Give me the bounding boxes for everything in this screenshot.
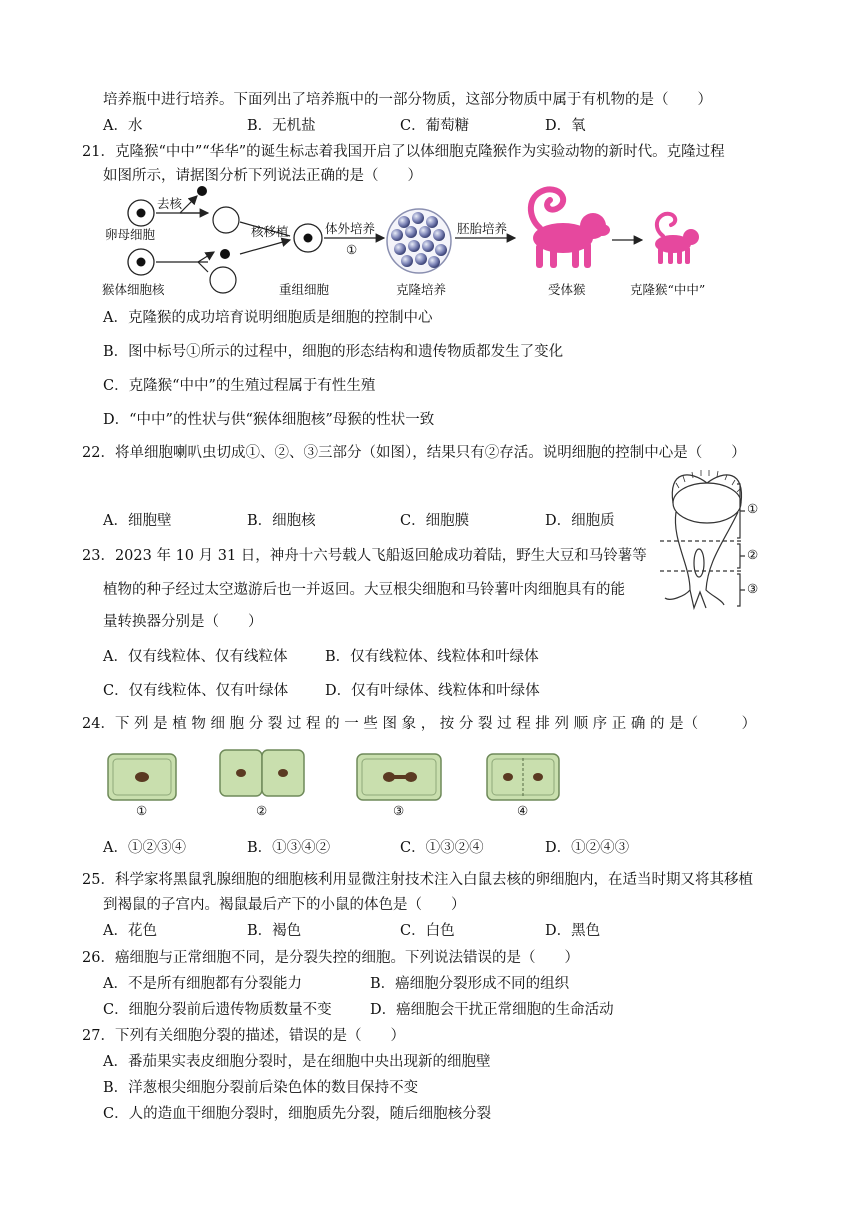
q24-option-b: B．①③④② [247, 840, 331, 856]
q23-stem-line1: 23．2023 年 10 月 31 日，神舟十六号载人飞船返回舱成功着陆，野生大豆和马铃薯等 [82, 548, 647, 564]
q25-option-c: C．白色 [400, 923, 455, 939]
label-step-1: ① [346, 242, 358, 257]
q25-option-d: D．黑色 [545, 923, 601, 939]
q20-text: 培养瓶中进行培养。下面列出了培养瓶中的一部分物质，这部分物质中属于有机物的是（ ） [103, 92, 712, 108]
division-stage-2-icon [220, 750, 304, 796]
q23-option-a: A．仅有线粒体、仅有线粒体 [103, 649, 288, 665]
q23-option-c: C．仅有线粒体、仅有叶绿体 [103, 683, 289, 699]
q20-option-a: A．水 [103, 118, 143, 134]
q24-stem: 24．下 列 是 植 物 细 胞 分 裂 过 程 的 一 些 图 象 ， 按 分 裂 过 程 排 列 顺 序 正 确 的 是（ ） [82, 716, 757, 732]
label-embryo-culture: 胚胎培养 [457, 221, 508, 236]
q26-option-a: A．不是所有细胞都有分裂能力 [103, 976, 302, 992]
q21-option-c: C．克隆猴“中中”的生殖过程属于有性生殖 [103, 378, 376, 394]
q24-option-c: C．①③②④ [400, 840, 484, 856]
q25-stem-line2: 到褐鼠的子宫内。褐鼠最后产下的小鼠的体色是（ ） [103, 897, 466, 913]
q24-option-a: A．①②③④ [103, 840, 186, 856]
label-clone-culture: 克隆培养 [396, 282, 447, 297]
stentor-label-1: ① [747, 501, 759, 516]
q22-stem: 22．将单细胞喇叭虫切成①、②、③三部分（如图），结果只有②存活。说明细胞的控制中心是（ ） [82, 445, 746, 461]
division-label-4: ④ [517, 803, 529, 818]
q24-option-d: D．①②④③ [545, 840, 630, 856]
q25-option-b: B．褐色 [247, 923, 302, 939]
q20-option-b: B．无机盐 [247, 118, 316, 134]
q21-option-d: D．“中中”的性状与供“猴体细胞核”母猴的性状一致 [103, 412, 435, 428]
label-clone-monkey: 克隆猴“中中” [630, 282, 706, 297]
q23-stem-line2: 植物的种子经过太空遨游后也一并返回。大豆根尖细胞和马铃薯叶肉细胞具有的能 [103, 582, 625, 598]
division-label-3: ③ [393, 803, 405, 818]
q23-option-d: D．仅有叶绿体、线粒体和叶绿体 [325, 683, 540, 699]
label-remove-nucleus: 去核 [157, 196, 183, 211]
q20-option-c: C．葡萄糖 [400, 118, 470, 134]
q21-stem-line1: 21．克隆猴“中中”“华华”的诞生标志着我国开启了以体细胞克隆猴作为实验动物的新时代。克隆过程 [82, 144, 725, 160]
q27-option-c: C．人的造血干细胞分裂时，细胞质先分裂，随后细胞核分裂 [103, 1106, 492, 1122]
division-label-1: ① [136, 803, 148, 818]
division-stage-3-icon [357, 754, 441, 800]
label-somatic-nucleus: 猴体细胞核 [102, 282, 165, 297]
q25-option-a: A．花色 [103, 923, 157, 939]
q26-option-d: D．癌细胞会干扰正常细胞的生命活动 [370, 1002, 614, 1018]
stentor-label-2: ② [747, 547, 759, 562]
division-stage-4-icon [487, 754, 559, 800]
q26-stem: 26．癌细胞与正常细胞不同，是分裂失控的细胞。下列说法错误的是（ ） [82, 950, 579, 966]
division-stage-1-icon [108, 754, 176, 800]
stentor-label-3: ③ [747, 581, 759, 596]
label-egg-cell: 卵母细胞 [105, 227, 156, 242]
q20-option-d: D．氧 [545, 118, 586, 134]
division-label-2: ② [256, 803, 268, 818]
q21-stem-line2: 如图所示，请据图分析下列说法正确的是（ ） [103, 168, 422, 184]
q27-option-a: A．番茄果实表皮细胞分裂时，是在细胞中央出现新的细胞壁 [103, 1054, 491, 1070]
label-nuclear-transfer: 核移植 [251, 224, 289, 239]
q22-option-a: A．细胞壁 [103, 513, 172, 529]
q25-stem-line1: 25．科学家将黑鼠乳腺细胞的细胞核利用显微注射技术注入白鼠去核的卵细胞内，在适当时期又将其移植 [82, 872, 753, 888]
q26-option-c: C．细胞分裂前后遗传物质数量不变 [103, 1002, 332, 1018]
q22-option-d: D．细胞质 [545, 513, 615, 529]
q26-option-b: B．癌细胞分裂形成不同的组织 [370, 976, 570, 992]
q27-stem: 27．下列有关细胞分裂的描述，错误的是（ ） [82, 1028, 405, 1044]
q23-stem-line3: 量转换器分别是（ ） [103, 614, 263, 630]
q21-option-b: B．图中标号①所示的过程中，细胞的形态结构和遗传物质都发生了变化 [103, 344, 564, 360]
q22-option-c: C．细胞膜 [400, 513, 470, 529]
q27-option-b: B．洋葱根尖细胞分裂前后染色体的数目保持不变 [103, 1080, 419, 1096]
label-recombined-cell: 重组细胞 [279, 282, 330, 297]
label-in-vitro-culture: 体外培养 [325, 221, 376, 236]
q21-option-a: A．克隆猴的成功培育说明细胞质是细胞的控制中心 [103, 310, 433, 326]
q22-option-b: B．细胞核 [247, 513, 316, 529]
label-surrogate-monkey: 受体猴 [548, 282, 586, 297]
q23-option-b: B．仅有线粒体、线粒体和叶绿体 [325, 649, 539, 665]
